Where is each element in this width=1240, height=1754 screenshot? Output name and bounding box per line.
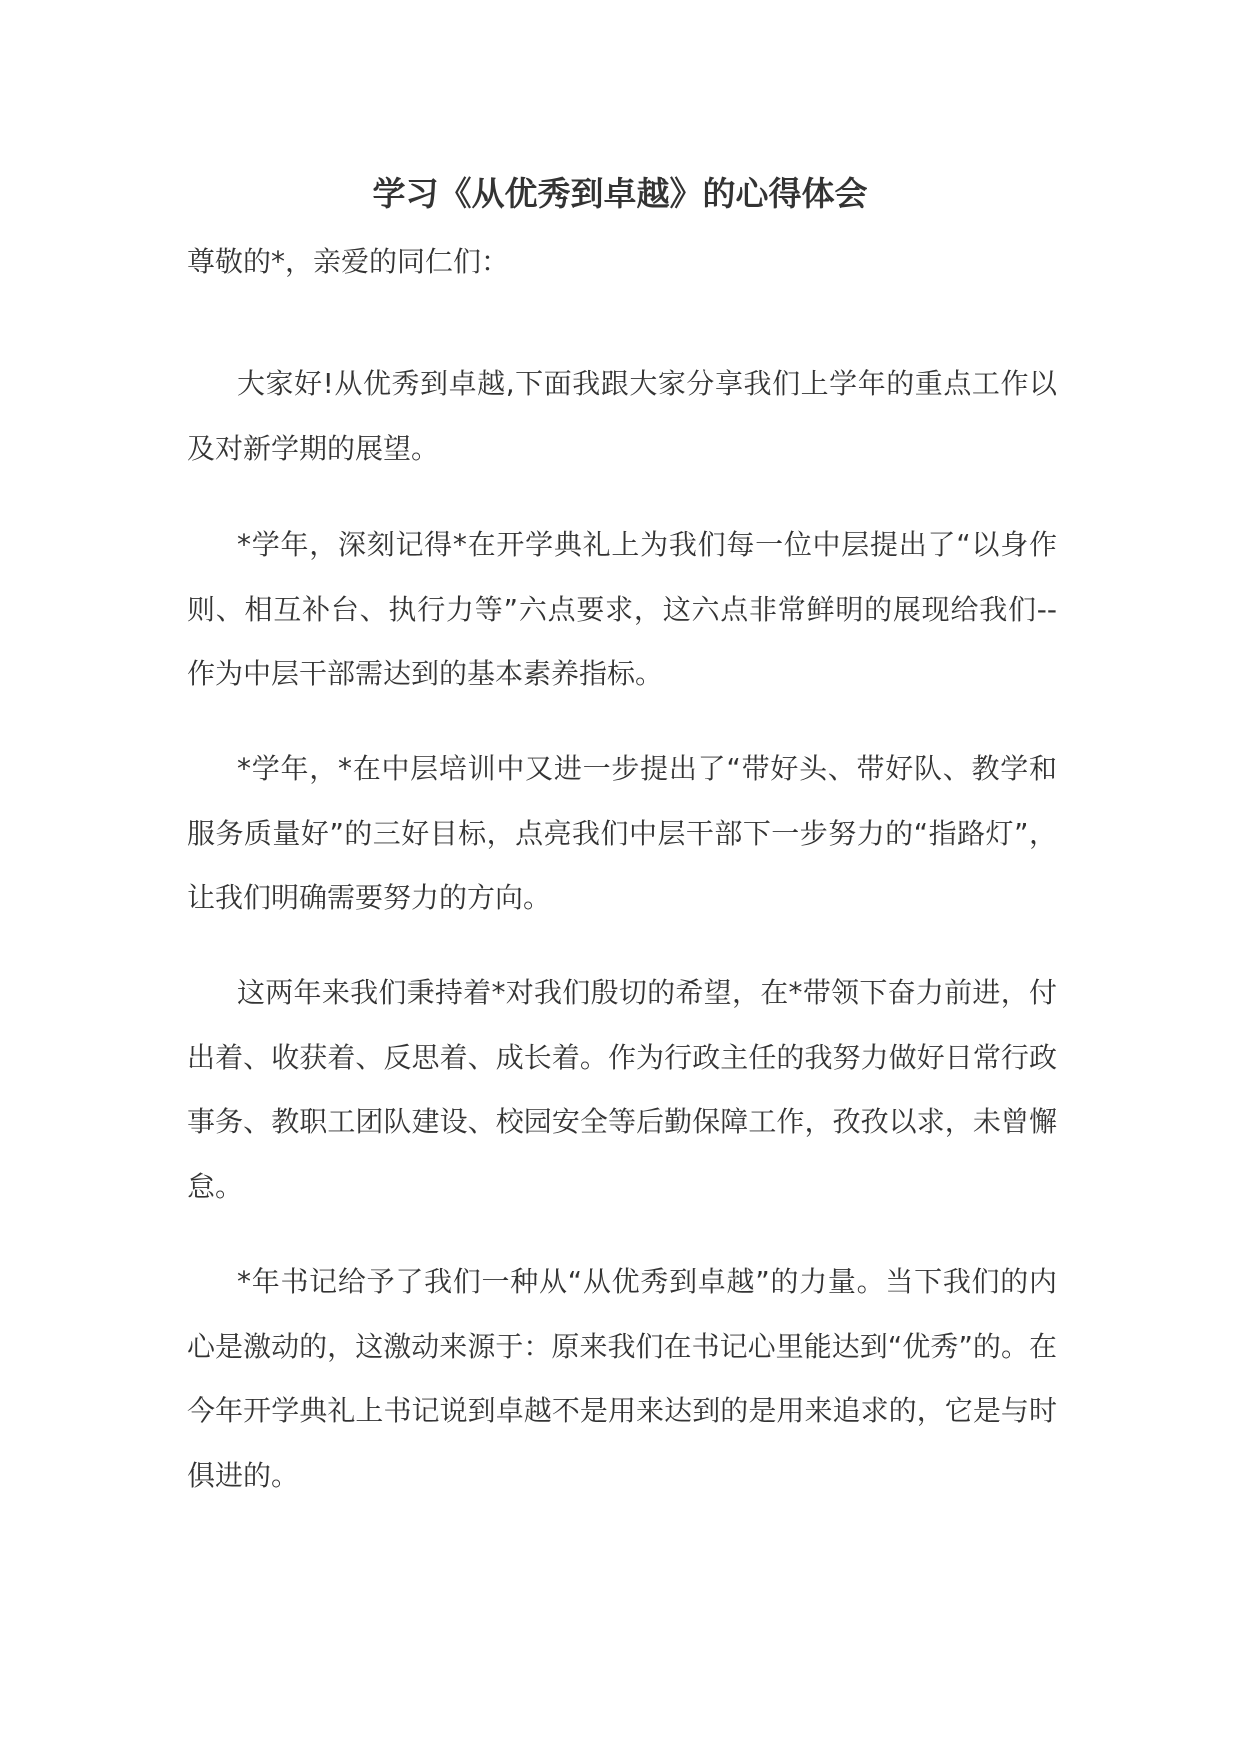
paragraph-3: *学年，*在中层培训中又进一步提出了“带好头、带好队、教学和服务质量好”的三好目标，点亮我们中层干部下一步努力的“指路灯”，让我们明确需要努力的方向。 (187, 752, 1057, 914)
document-title: 学习《从优秀到卓越》的心得体会 (372, 174, 868, 213)
paragraph-4: 这两年来我们秉持着*对我们殷切的希望，在*带领下奋力前进，付出着、收获着、反思着、成长着。作为行政主任的我努力做好日常行政事务、教职工团队建设、校园安全等后勤保障工作，孜孜以求，未曾懈怠。 (187, 976, 1057, 1203)
paragraph-2: *学年，深刻记得*在开学典礼上为我们每一位中层提出了“以身作则、相互补台、执行力等”六点要求，这六点非常鲜明的展现给我们--作为中层干部需达到的基本素养指标。 (187, 528, 1057, 690)
salutation: 尊敬的*，亲爱的同仁们： (187, 245, 510, 278)
paragraph-1: 大家好!从优秀到卓越,下面我跟大家分享我们上学年的重点工作以及对新学期的展望。 (187, 367, 1057, 465)
paragraph-5: *年书记给予了我们一种从“从优秀到卓越”的力量。当下我们的内心是激动的，这激动来源于：原来我们在书记心里能达到“优秀”的。在今年开学典礼上书记说到卓越不是用来达到的是用来追求的，它是与时俱进的。 (187, 1265, 1057, 1492)
